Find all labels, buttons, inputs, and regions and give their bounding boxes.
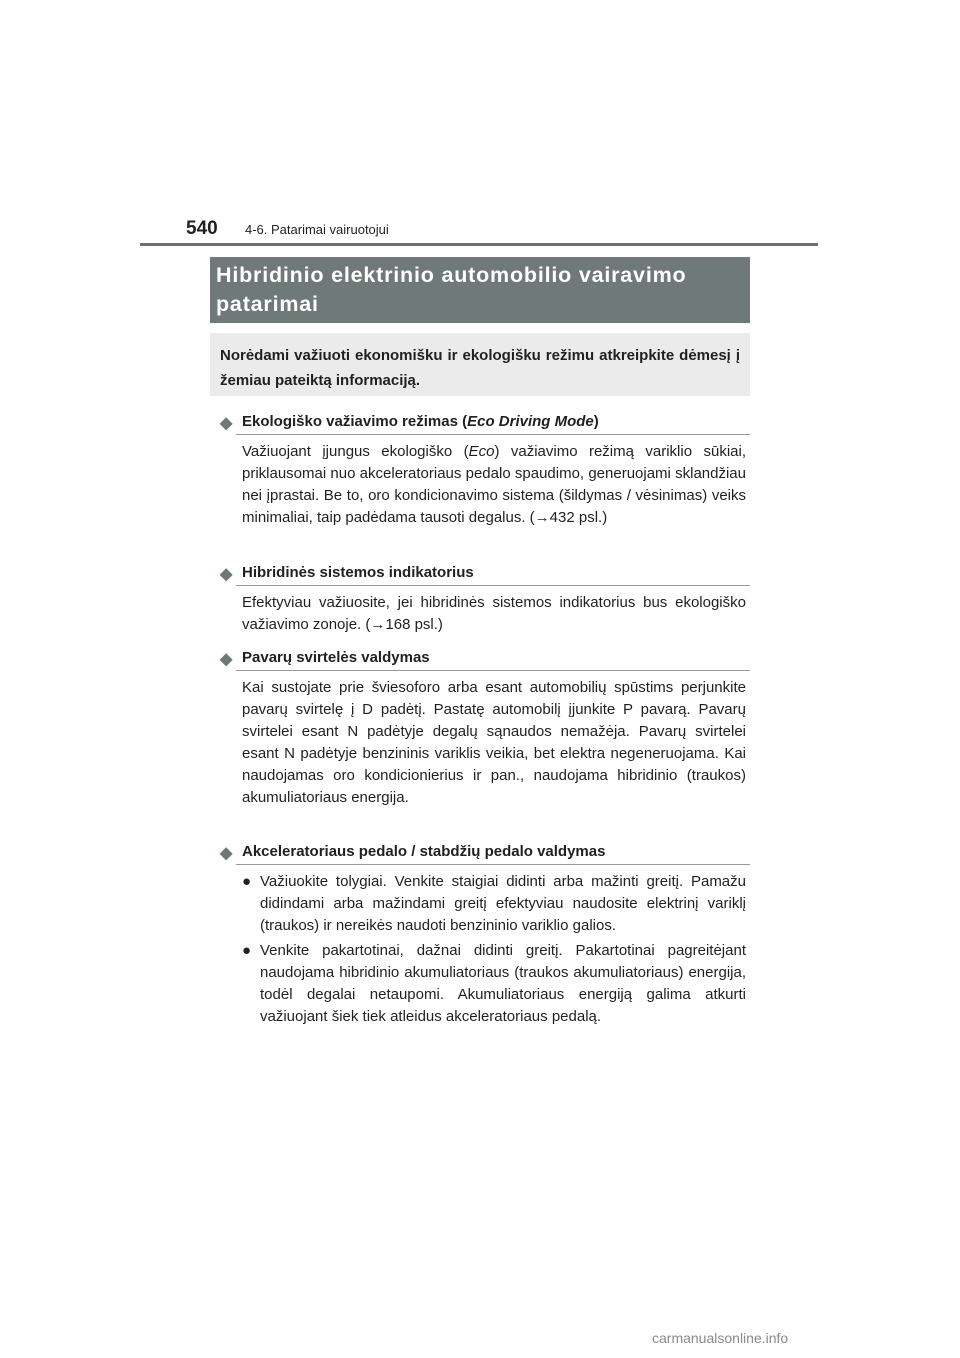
list-item: ● Venkite pakartotinai, dažnai didinti greitį. Pakartotinai pagreitėjant naudojama hibridinio akumuliatoriaus (traukos akumuliatoriaus) energija, todėl degalai netaupomi. Akumuliatoriaus energiją galima atkurti važiuojant šiek tiek atleidus akceleratoriaus pedalą. [242,942,746,1025]
intro-note: Norėdami važiuoti ekonomišku ir ekologišku režimu atkreipkite dėmesį į žemiau pateiktą informaciją. [210,333,750,396]
header-divider [140,243,818,246]
list-item: ● Važiuokite tolygiai. Venkite staigiai didinti arba mažinti greitį. Pamažu didindami arba mažindami greitį efektyviau naudosite elektrinį variklį (traukos) ir nereikės naudoti benzininio variklio galios. [242,873,746,934]
section-heading: ◆ Pavarų svirtelės valdymas [220,647,750,671]
section-heading: ◆ Hibridinės sistemos indikatorius [220,562,750,586]
section-body [242,871,746,1028]
chapter-title: 4-6. Patarimai vairuotojui [245,222,389,237]
section-rule [236,585,750,586]
watermark: carmanualsonline.info [652,1330,789,1346]
section-rule [236,670,750,671]
section-pedal-operation [220,841,750,1029]
diamond-bullet-icon: ◆ [220,566,233,583]
bullet-dot-icon: ● [242,942,252,959]
page-title: Hibridinio elektrinio automobilio vairavimo patarimai [210,257,750,323]
section-body: Važiuojant įjungus ekologiško (Eco) važiavimo režimą variklio sūkiai, priklausomai nuo akceleratoriaus pedalo spaudimo, generuojami sklandžiau nei įprastai. Be to, oro kondicionavimo sistema (šildymas / vėsinimas) veiks minimaliai, taip padėdama tausoti degalus. (→432 psl.) [242,443,746,526]
section-eco-driving-mode [220,411,750,529]
section-rule [236,434,750,435]
section-heading: ◆ Ekologiško važiavimo režimas (Eco Driving Mode) [220,411,750,435]
section-body: Kai sustojate prie šviesoforo arba esant automobilių spūstims perjunkite pavarų svirtelę į D padėtį. Pastatę automobilį įjunkite P pavarą. Pavarų svirtelei esant N padėtyje degalų sąnaudos nemažėja. Pavarų svirtelei esant N padėtyje benzininis variklis veikia, bet elektra negeneruojama. Kai naudojamas oro kondicionierius ir pan., naudojama hibridinio (traukos) akumuliatoriaus energija. [242,679,746,806]
page-number: 540 [186,218,218,239]
section-rule [236,864,750,865]
bullet-dot-icon: ● [242,873,252,890]
section-shift-lever [220,647,750,809]
section-body: Efektyviau važiuosite, jei hibridinės sistemos indikatorius bus ekologiško važiavimo zonoje. (→168 psl.) [242,594,746,633]
section-heading: ◆ Akceleratoriaus pedalo / stabdžių pedalo valdymas [220,841,750,865]
section-hybrid-indicator [220,562,750,636]
diamond-bullet-icon: ◆ [220,845,233,862]
diamond-bullet-icon: ◆ [220,651,233,668]
diamond-bullet-icon: ◆ [220,415,233,432]
